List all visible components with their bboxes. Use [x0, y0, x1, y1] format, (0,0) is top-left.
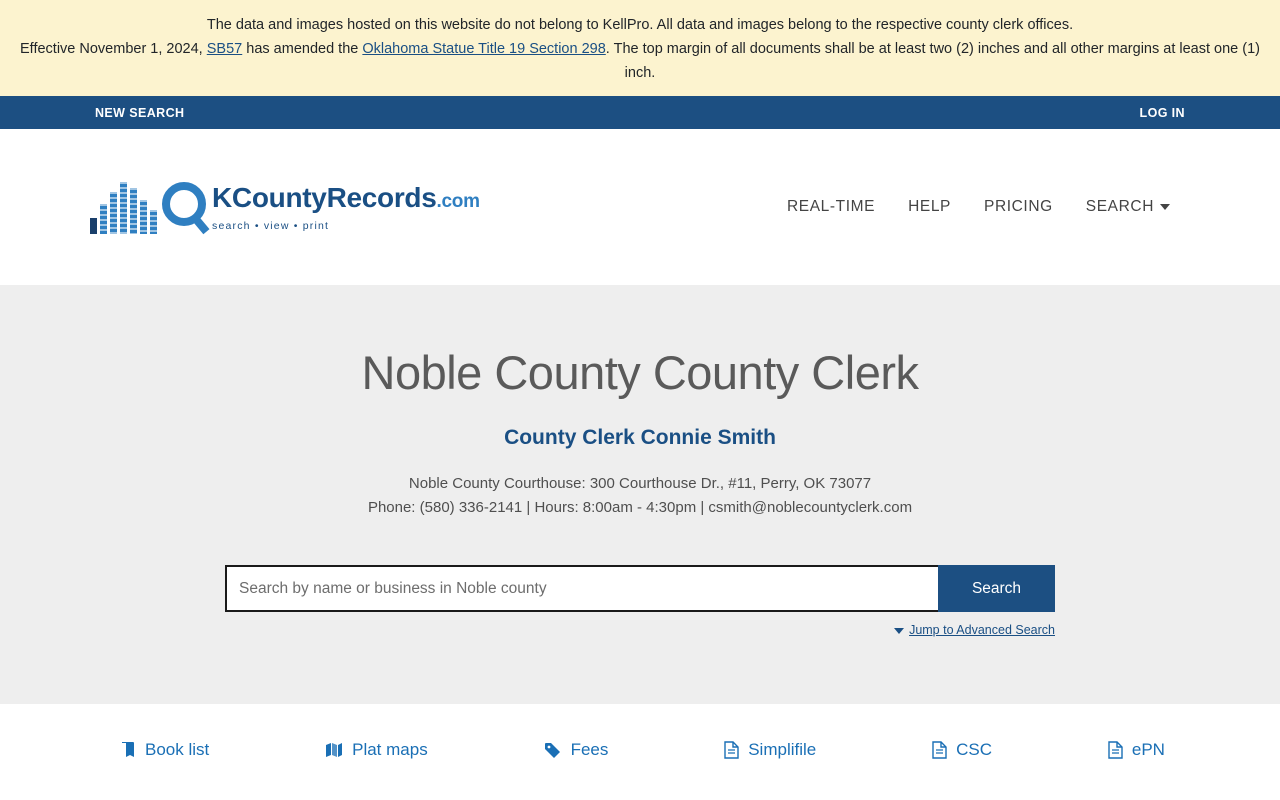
barcode-icon [90, 182, 160, 234]
hero-section [0, 285, 1280, 704]
courthouse-address: Noble County Courthouse: 300 Courthouse Dr., #11, Perry, OK 73077 [408, 475, 872, 492]
document-icon [1108, 741, 1123, 759]
nav-pricing[interactable]: PRICING [984, 198, 1053, 215]
footer-link-epn[interactable] [1108, 740, 1165, 760]
footer-link-simplifile-label: Simplifile [748, 740, 817, 759]
logo-title-k: K [212, 181, 232, 213]
footer-link-book-list[interactable] [120, 740, 209, 760]
advanced-search-row [225, 623, 1055, 637]
site-logo[interactable] [90, 176, 480, 238]
notice-text-mid: has amended the [242, 41, 363, 57]
magnifier-icon [162, 182, 206, 226]
footer-link-book-list-label: Book list [145, 740, 210, 759]
logo-mark-icon [90, 176, 206, 238]
sb57-link[interactable]: SB57 [206, 41, 243, 57]
search-input[interactable] [225, 565, 938, 612]
logo-tagline: search • view • print [212, 219, 330, 232]
notice-text-pre: Effective November 1, 2024, [20, 41, 207, 57]
footer-link-fees[interactable] [544, 740, 609, 760]
footer-link-fees-label: Fees [570, 740, 609, 759]
site-notice-banner [0, 0, 1280, 96]
tag-icon [544, 742, 562, 758]
notice-line-1: The data and images hosted on this website do not belong to KellPro. All data and images belong to the respective county clerk offices. [206, 17, 1074, 33]
logo-title [212, 183, 480, 217]
site-header [0, 129, 1280, 285]
oklahoma-statute-link[interactable]: Oklahoma Statue Title 19 Section 298 [362, 41, 606, 57]
utility-bar [0, 96, 1280, 129]
nav-real-time[interactable]: REAL-TIME [787, 198, 876, 215]
logo-title-dotcom: .com [436, 190, 480, 212]
search-bar [225, 565, 1055, 612]
map-icon [325, 742, 343, 758]
logo-title-county: County [231, 181, 327, 213]
main-nav [787, 198, 1170, 216]
document-icon [724, 741, 739, 759]
footer-link-epn-label: ePN [1131, 740, 1165, 759]
footer-link-simplifile[interactable] [724, 740, 816, 760]
logo-wordmark [212, 183, 480, 232]
county-clerk-name: County Clerk Connie Smith [504, 426, 776, 449]
page-title: Noble County County Clerk [361, 346, 919, 399]
footer-link-csc[interactable] [932, 740, 992, 760]
notice-line-2 [10, 37, 1270, 85]
nav-search-label: SEARCH [1085, 198, 1154, 215]
footer-link-plat-maps[interactable] [325, 740, 428, 760]
log-in-link[interactable]: LOG IN [1139, 105, 1185, 120]
footer-link-plat-maps-label: Plat maps [352, 740, 428, 759]
document-icon [932, 741, 947, 759]
logo-title-records: Records [326, 181, 437, 213]
jump-to-advanced-search-link[interactable]: Jump to Advanced Search [909, 623, 1055, 637]
notice-text-post: . The top margin of all documents shall be at least two (2) inches and all other margins at least one (1) inch. [605, 41, 1260, 81]
search-button[interactable]: Search [938, 565, 1055, 612]
triangle-down-icon [894, 628, 904, 634]
courthouse-contact: Phone: (580) 336-2141 | Hours: 8:00am - 4:30pm | csmith@noblecountyclerk.com [367, 499, 913, 516]
book-icon [120, 741, 136, 759]
new-search-link[interactable]: NEW SEARCH [95, 105, 185, 120]
footer-link-csc-label: CSC [956, 740, 993, 759]
nav-search[interactable] [1086, 198, 1170, 216]
nav-help[interactable]: HELP [908, 198, 951, 215]
chevron-down-icon [1160, 204, 1170, 210]
county-contact-info [0, 472, 1280, 520]
quick-links-bar [0, 704, 1280, 796]
